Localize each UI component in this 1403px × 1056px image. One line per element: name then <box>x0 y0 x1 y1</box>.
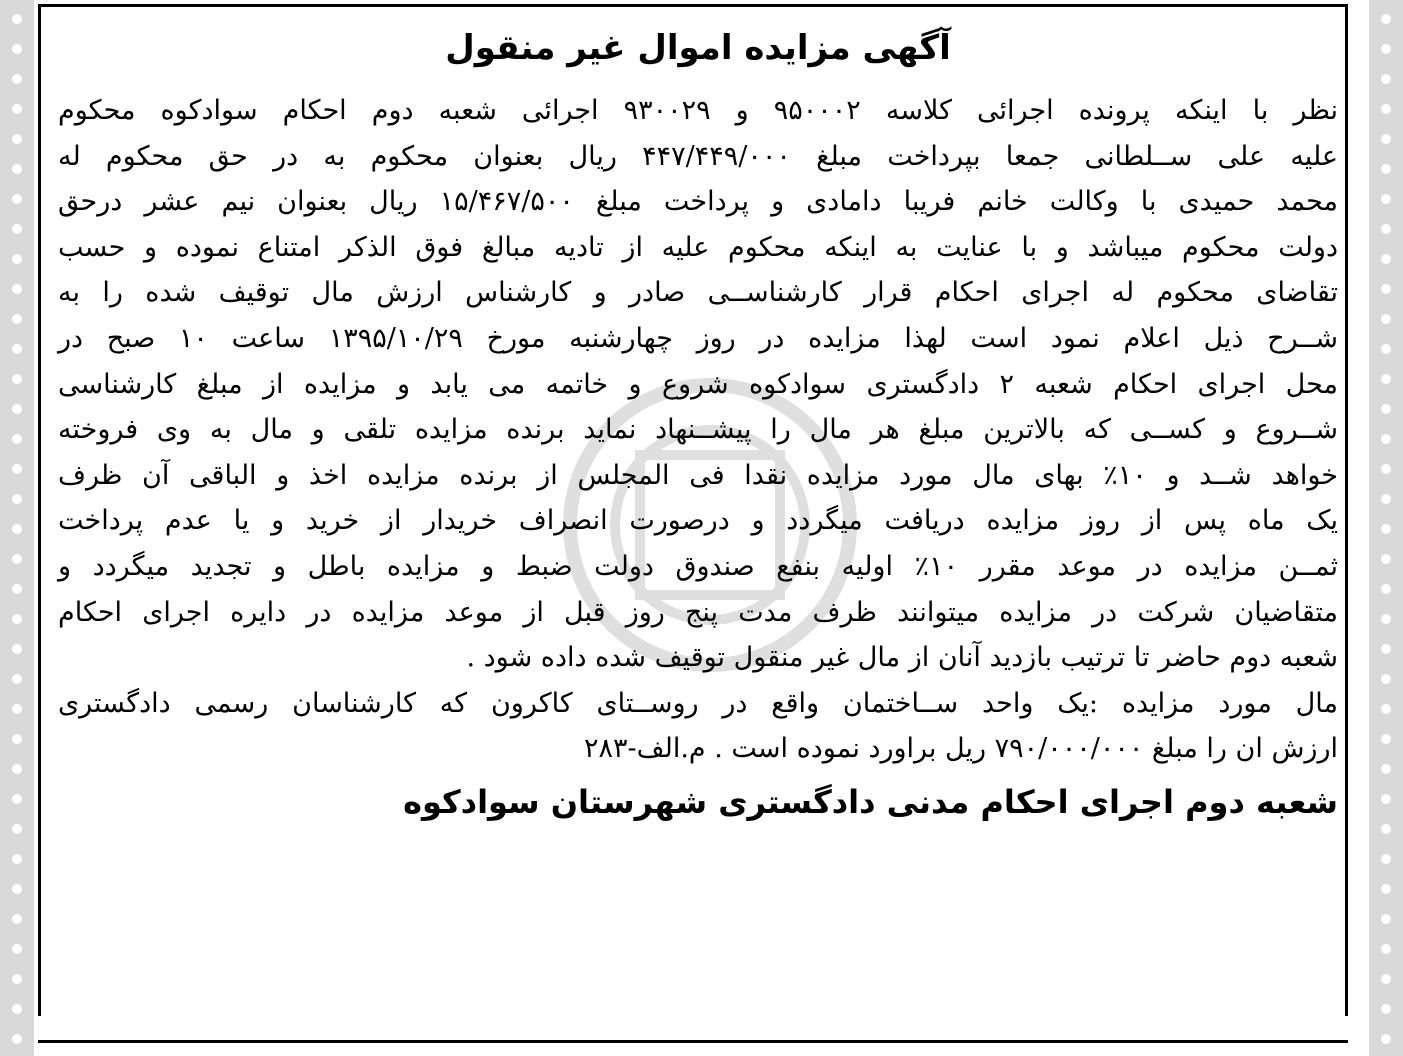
perforation-hole <box>1381 764 1391 774</box>
perforation-hole <box>1381 854 1391 864</box>
body-line: مال مورد مزایده :یک واحد ســاختمان واقع در روســتای کاکرون که کارشناسان رسمی دادگستری <box>58 687 1338 719</box>
perforation-hole <box>1381 884 1391 894</box>
perforation-hole <box>12 884 22 894</box>
perforation-hole <box>12 104 22 114</box>
perforation-hole <box>1381 674 1391 684</box>
body-line: ثمــن مزایده در موعد مقرر ۱۰٪ اولیه بنفع صندوق دولت ضبط و مزایده باطل و تجدید میگردد و <box>58 550 1338 582</box>
perforation-hole <box>12 584 22 594</box>
perforation-hole <box>1381 704 1391 714</box>
perforation-hole <box>12 224 22 234</box>
perforation-hole <box>12 134 22 144</box>
perforation-hole <box>1381 1034 1391 1044</box>
body-line: ارزش ان را مبلغ ۷۹۰/۰۰۰/۰۰۰ ریل براورد نموده است . م.الف-۲۸۳ <box>584 733 1338 765</box>
perforation-hole <box>1381 914 1391 924</box>
perforation-hole <box>12 824 22 834</box>
body-line: دولت محکوم میباشد و با عنایت به اینکه محکوم علیه از تادیه مبالغ فوق الذکر امتناع نموده و حسب <box>58 231 1338 263</box>
perforation-hole <box>12 404 22 414</box>
perforation-hole <box>12 44 22 54</box>
perforation-hole <box>1381 554 1391 564</box>
perforation-hole <box>1381 284 1391 294</box>
perforation-hole <box>1381 224 1391 234</box>
perforation-hole <box>12 854 22 864</box>
perforation-hole <box>1381 344 1391 354</box>
perforation-hole <box>12 254 22 264</box>
perforation-hole <box>12 674 22 684</box>
perforation-hole <box>1381 254 1391 264</box>
perforation-hole <box>12 524 22 534</box>
perforation-hole <box>12 74 22 84</box>
perforation-hole <box>12 794 22 804</box>
notice-content <box>58 8 1338 832</box>
perforation-hole <box>1381 494 1391 504</box>
perforation-hole <box>12 464 22 474</box>
perforation-hole <box>12 194 22 204</box>
perforation-hole <box>1381 944 1391 954</box>
perforation-hole <box>12 374 22 384</box>
perforation-hole <box>1381 524 1391 534</box>
perforation-hole <box>1381 194 1391 204</box>
body-line: شــروع و کســی که بالاترین مبلغ هر مال را پیشــنهاد نماید برنده مزایده تلقی و مال به وی فروخته <box>58 414 1338 446</box>
perforation-hole <box>1381 974 1391 984</box>
perforation-hole <box>12 764 22 774</box>
perforation-hole <box>12 284 22 294</box>
perforation-hole <box>12 554 22 564</box>
notice-body <box>58 88 1338 772</box>
perforation-hole <box>1381 614 1391 624</box>
perforation-hole <box>1381 164 1391 174</box>
perforation-hole <box>12 614 22 624</box>
perforation-hole <box>1381 134 1391 144</box>
perforation-hole <box>1381 404 1391 414</box>
body-line: تقاضای محکوم له اجرای احکام قرار کارشناســی صادر و کارشناس ارزش مال توقیف شده را به <box>58 277 1338 309</box>
perforation-hole <box>1381 1004 1391 1014</box>
body-line: شــرح ذیل اعلام نمود است لهذا مزایده در روز چهارشنبه مورخ ۱۳۹۵/۱۰/۲۹ ساعت ۱۰ صبح در <box>58 322 1338 354</box>
perforation-hole <box>1381 584 1391 594</box>
body-line: محل اجرای احکام شعبه ۲ دادگستری سوادکوه شروع و خاتمه می یابد و مزایده از مبلغ کارشناسی <box>58 368 1338 400</box>
perforation-hole <box>1381 734 1391 744</box>
perforation-hole <box>12 434 22 444</box>
right-perforation-strip <box>1369 0 1403 1056</box>
perforation-hole <box>12 704 22 714</box>
perforation-hole <box>12 1004 22 1014</box>
issuer-signature: شعبه دوم اجرای احکام مدنی دادگستری شهرستان سوادکوه <box>403 782 1338 821</box>
perforation-hole <box>1381 824 1391 834</box>
perforation-hole <box>1381 44 1391 54</box>
perforation-hole <box>1381 104 1391 114</box>
perforation-hole <box>12 944 22 954</box>
left-perforation-strip <box>0 0 34 1056</box>
perforation-hole <box>12 314 22 324</box>
perforation-hole <box>12 494 22 504</box>
perforation-hole <box>1381 644 1391 654</box>
perforation-hole <box>1381 14 1391 24</box>
notice-title: آگهی مزایده اموال غیر منقول <box>445 28 951 68</box>
perforation-hole <box>12 914 22 924</box>
perforation-hole <box>12 974 22 984</box>
perforation-hole <box>1381 314 1391 324</box>
body-line: محمد حمیدی با وکالت خانم فریبا دامادی و پرداخت مبلغ ۱۵/۴۶۷/۵۰۰ ریال بعنوان نیم عشر درحق <box>58 186 1338 218</box>
body-line: شعبه دوم حاضر تا ترتیب بازدید آنان از مال غیر منقول توقیف شده داده شود . <box>466 642 1338 674</box>
body-line: علیه علی ســلطانی جمعا بپرداخت مبلغ ۴۴۷/۴۴۹/۰۰۰ ریال بعنوان محکوم به در حق محکوم له <box>58 140 1338 172</box>
perforation-hole <box>1381 794 1391 804</box>
perforation-hole <box>12 14 22 24</box>
bottom-divider <box>38 1040 1348 1043</box>
perforation-hole <box>12 644 22 654</box>
body-line: نظر با اینکه پرونده اجرائی کلاسه ۹۵۰۰۰۲ و ۹۳۰۰۲۹ اجرائی شعبه دوم احکام سوادکوه محکوم <box>58 95 1338 126</box>
perforation-hole <box>12 164 22 174</box>
perforation-hole <box>1381 434 1391 444</box>
perforation-hole <box>12 734 22 744</box>
body-line: یک ماه پس از روز مزایده دریافت میگردد و درصورت انصراف خریدار از خرید و یا عدم پرداخت <box>58 505 1338 537</box>
perforation-hole <box>1381 374 1391 384</box>
body-line: متقاضیان شرکت در مزایده میتوانند ظرف مدت پنج روز قبل از موعد مزایده در دایره اجرای احکام <box>58 596 1338 628</box>
perforation-hole <box>12 1034 22 1044</box>
perforation-hole <box>1381 464 1391 474</box>
perforation-hole <box>12 344 22 354</box>
body-line: خواهد شــد و ۱۰٪ بهای مال مورد مزایده نقدا فی المجلس از برنده مزایده اخذ و الباقی آن ظرف <box>58 459 1338 491</box>
perforation-hole <box>1381 74 1391 84</box>
